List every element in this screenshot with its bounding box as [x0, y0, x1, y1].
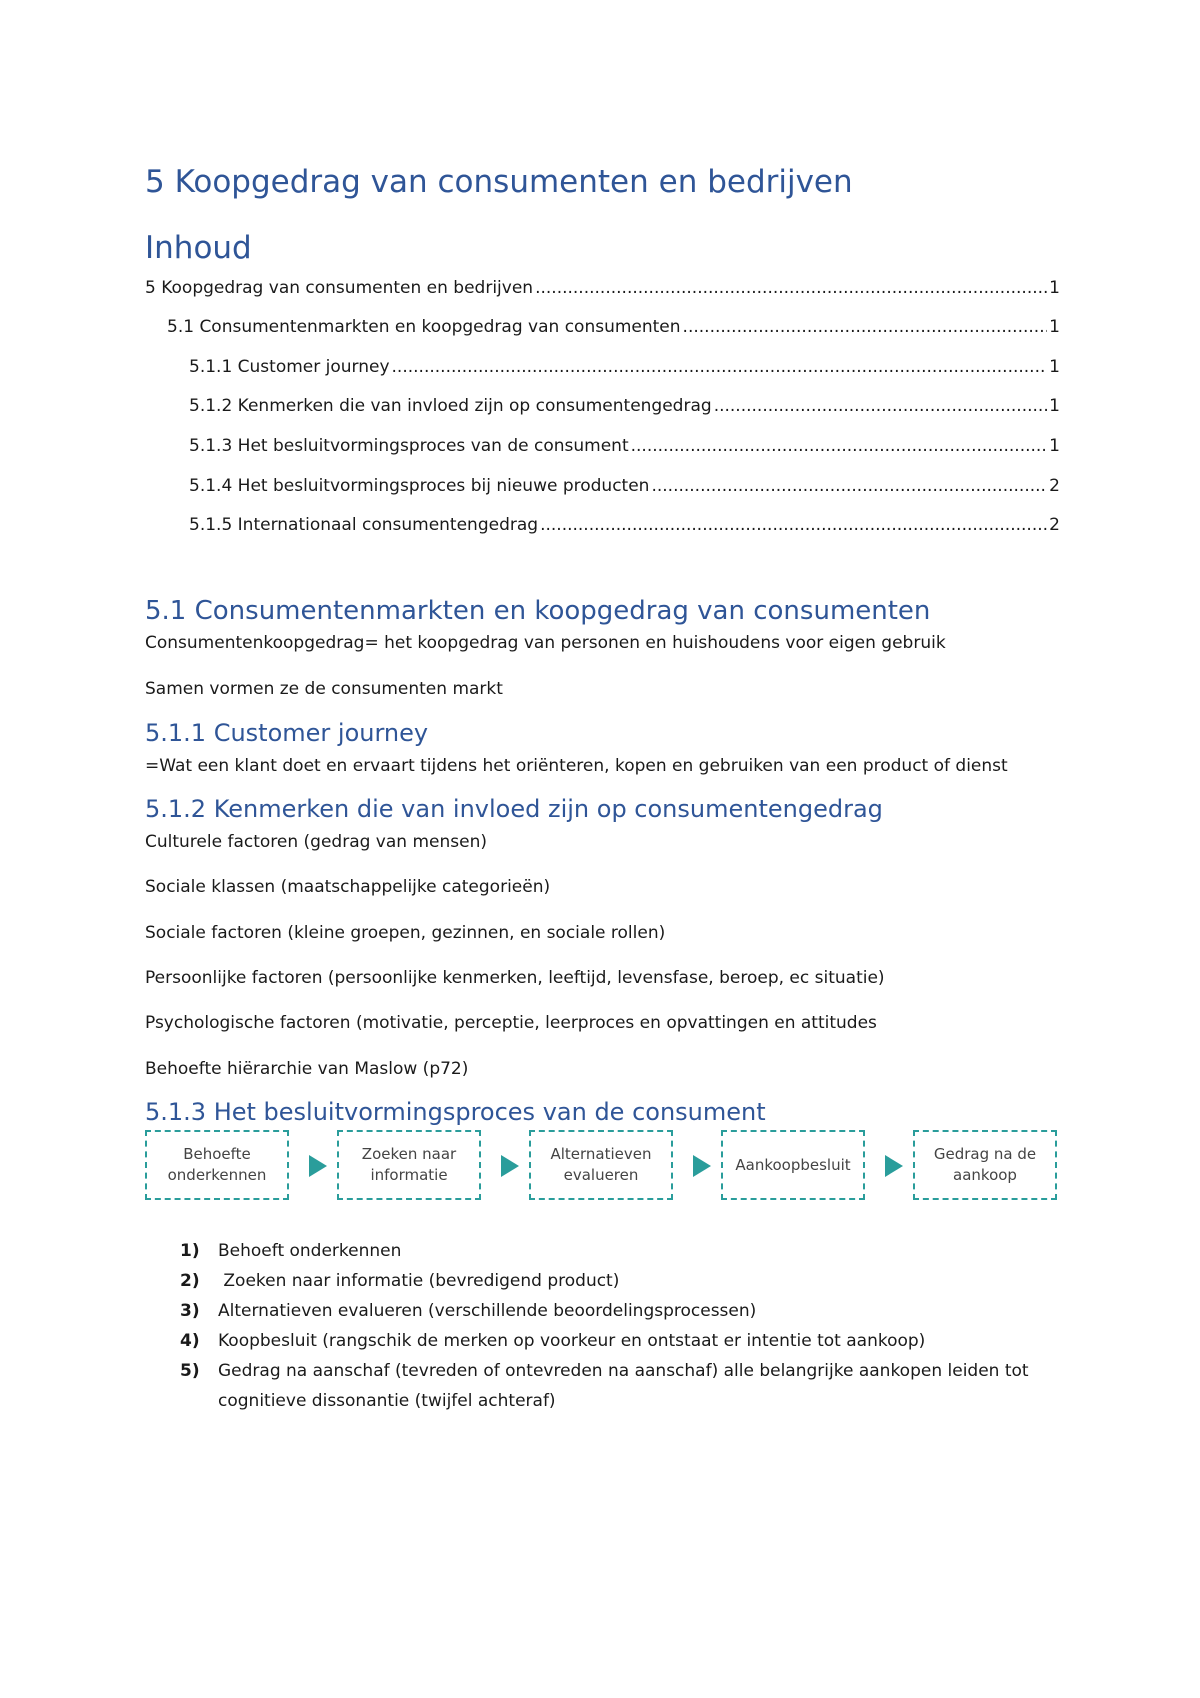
list-number: 2) — [180, 1271, 200, 1291]
list-item — [180, 1356, 1080, 1416]
paragraph: Sociale klassen (maatschappelijke categorieën) — [145, 877, 551, 897]
toc-entry-page: 1 — [1049, 396, 1060, 416]
arrow-right-icon — [885, 1155, 903, 1177]
toc-entry-page: 1 — [1049, 278, 1060, 298]
list-item-text: Koopbesluit (rangschik de merken op voorkeur en ontstaat er intentie tot aankoop) — [218, 1331, 926, 1351]
arrow-right-icon — [501, 1155, 519, 1177]
flow-step — [721, 1130, 865, 1200]
flow-step — [913, 1130, 1057, 1200]
paragraph: Sociale factoren (kleine groepen, gezinnen, en sociale rollen) — [145, 923, 666, 943]
paragraph: Persoonlijke factoren (persoonlijke kenmerken, leeftijd, levensfase, beroep, ec situatie) — [145, 968, 885, 988]
toc-entry[interactable] — [189, 396, 1060, 420]
toc-entry-text: 5.1.3 Het besluitvormingsproces van de consument — [189, 436, 629, 456]
flow-step-label: Aankoopbesluit — [735, 1155, 851, 1174]
toc-entry[interactable] — [189, 476, 1060, 500]
flow-step — [337, 1130, 481, 1200]
flow-step-label: Behoefte onderkennen — [167, 1145, 267, 1184]
toc-entry-text: 5.1 Consumentenmarkten en koopgedrag van consumenten — [167, 317, 681, 337]
list-number: 3) — [180, 1301, 200, 1321]
document-title: 5 Koopgedrag van consumenten en bedrijven — [145, 164, 853, 200]
list-item — [180, 1326, 1080, 1356]
list-number: 4) — [180, 1331, 200, 1351]
numbered-list — [180, 1236, 1080, 1416]
list-item — [180, 1236, 1080, 1266]
toc-heading: Inhoud — [145, 230, 252, 266]
arrow-right-icon — [693, 1155, 711, 1177]
flow-step-label: Gedrag na de aankoop — [933, 1145, 1037, 1184]
toc-entry[interactable] — [189, 357, 1060, 381]
list-number: 5) — [180, 1361, 200, 1381]
list-number: 1) — [180, 1241, 200, 1261]
list-item — [180, 1266, 1080, 1296]
section-heading-5-1-2: 5.1.2 Kenmerken die van invloed zijn op consumentengedrag — [145, 795, 883, 823]
arrow-right-icon — [309, 1155, 327, 1177]
paragraph: Culturele factoren (gedrag van mensen) — [145, 832, 487, 852]
toc-entry-text: 5.1.5 Internationaal consumentengedrag — [189, 515, 539, 535]
toc-entry-page: 2 — [1049, 515, 1060, 535]
toc-entry-page: 1 — [1049, 357, 1060, 377]
toc-entry[interactable] — [189, 515, 1060, 539]
toc-entry[interactable] — [167, 317, 1060, 341]
toc-entry-text: 5.1.4 Het besluitvormingsproces bij nieuwe producten — [189, 476, 650, 496]
list-item-text: Zoeken naar informatie (bevredigend product) — [218, 1271, 620, 1291]
toc-entry-page: 1 — [1049, 317, 1060, 337]
paragraph: Samen vormen ze de consumenten markt — [145, 679, 503, 699]
list-item-text: Alternatieven evalueren (verschillende beoordelingsprocessen) — [218, 1301, 757, 1321]
flow-step-label: Alternatieven evalueren — [550, 1145, 652, 1184]
list-item-text: Behoeft onderkennen — [218, 1241, 402, 1261]
flow-step-label: Zoeken naar informatie — [361, 1145, 457, 1184]
toc-entry-text: 5 Koopgedrag van consumenten en bedrijven — [145, 278, 534, 298]
toc-entry[interactable] — [145, 278, 1060, 302]
toc-entry-page: 1 — [1049, 436, 1060, 456]
toc-entry-text: 5.1.2 Kenmerken die van invloed zijn op consumentengedrag — [189, 396, 712, 416]
flow-step — [529, 1130, 673, 1200]
paragraph: Consumentenkoopgedrag= het koopgedrag van personen en huishoudens voor eigen gebruik — [145, 633, 946, 653]
paragraph: Psychologische factoren (motivatie, perceptie, leerproces en opvattingen en attitudes — [145, 1013, 877, 1033]
section-heading-5-1-3: 5.1.3 Het besluitvormingsproces van de consument — [145, 1098, 766, 1126]
toc-entry-text: 5.1.1 Customer journey — [189, 357, 390, 377]
section-heading-5-1-1: 5.1.1 Customer journey — [145, 719, 429, 747]
list-item — [180, 1296, 1080, 1326]
list-item-text: Gedrag na aanschaf (tevreden of ontevreden na aanschaf) alle belangrijke aankopen leiden tot cognitieve dissonantie (twijfel achteraf) — [218, 1361, 1029, 1411]
toc-entry[interactable] — [189, 436, 1060, 460]
section-heading-5-1: 5.1 Consumentenmarkten en koopgedrag van consumenten — [145, 596, 931, 626]
flow-step — [145, 1130, 289, 1200]
paragraph: =Wat een klant doet en ervaart tijdens het oriënteren, kopen en gebruiken van een product of dienst — [145, 756, 1008, 776]
paragraph: Behoefte hiërarchie van Maslow (p72) — [145, 1059, 469, 1079]
toc-entry-page: 2 — [1049, 476, 1060, 496]
decision-process-diagram — [145, 1130, 1065, 1210]
